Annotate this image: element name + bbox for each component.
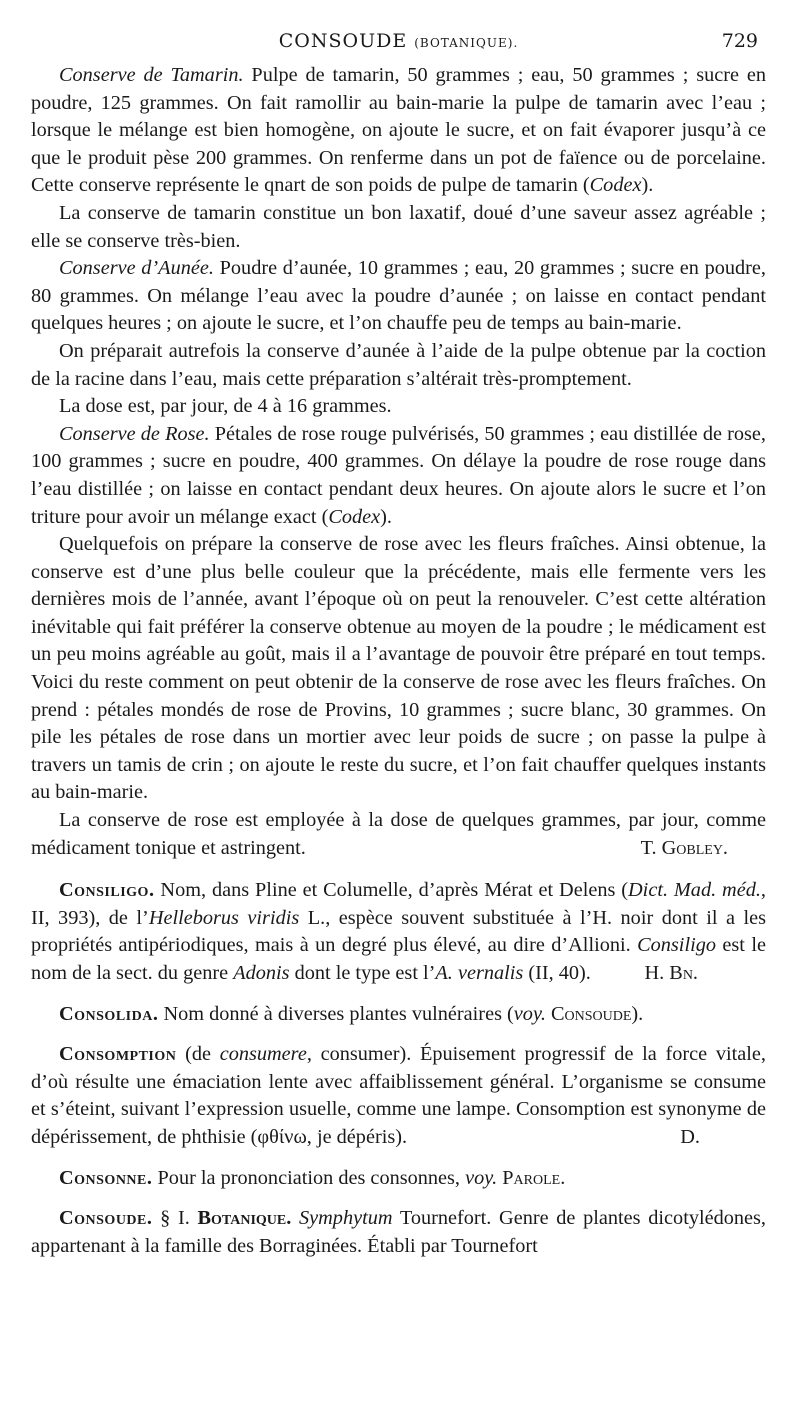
species-adonis-vernalis: A. vernalis [435,962,524,984]
term-conserve-rose: Conserve de Rose. [59,422,210,445]
cross-ref-parole: Parole [502,1166,561,1189]
entry-consiligo [31,877,766,987]
ref-dict: Dict. Mad. méd. [628,879,761,902]
species-helleborus: Helleborus viridis [148,906,300,929]
paragraph-text: Pulpe de tamarin, 50 grammes ; eau, 50 grammes ; sucre en poudre, 125 grammes. On fait ramollir au bain-marie la pulpe de tamarin avec l’eau ; lorsque le mélange est bien homogène, on ajoute le sucre, et on fait évaporer jusqu’à ce que le produit pèse 200 grammes. On renferme dans un pot de faïence ou de porcelaine. Cette conserve représente le qnart de son poids de pulpe de tamarin ( [31,64,766,197]
headword-consiligo: Consiligo. [59,879,155,902]
paragraph-text: Pétales de rose rouge pulvérisés, 50 grammes ; eau distillée de rose, 100 grammes ; sucre en poudre, 400 grammes. On délaye la poudre de rose rouge dans l’eau distillée ; on laisse en contact pendant deux heures. On ajoute alors le sucre et l’on triture pour avoir un mélange exact ( [31,422,766,528]
voy-abbrev: voy. [465,1166,498,1189]
entry-text: Nom donné à diverses plantes vulnéraires ( [158,1002,514,1025]
paragraph-text: Poudre d’aunée, 10 grammes ; eau, 20 grammes ; sucre en poudre, 80 grammes. On mélange l’eau avec la poudre d’aunée ; on laisse en contact pendant quelques heures ; on ajoute le sucre, et l’on chauffe peu de temps au bain-marie. [31,257,766,335]
running-header [31,26,766,62]
codex-ref: Codex [328,505,381,528]
entry-consoude [31,1205,766,1260]
entry-text: . [560,1166,566,1189]
entry-text: , II, 393), de l’ [31,879,766,929]
page-body [31,62,766,1260]
paragraph-end: ). [380,505,392,528]
headword-consolida: Consolida. [59,1002,159,1025]
entry-text: est le nom de la sect. du genre [31,934,766,984]
paragraph-rose-dose [31,807,766,862]
entry-text: Nom, dans Pline et Columelle, d’après Mérat et Delens ( [154,879,629,902]
entry-text: Tournefort. Genre de plantes dicotylédones, appartenant à la famille des Borraginées. Établi par Tournefort [31,1207,766,1257]
author-signature: D. [680,1125,700,1148]
genus-symphytum: Symphytum [299,1207,393,1230]
page-number: 729 [721,30,758,52]
genus-word-consiligo: Consiligo [637,934,716,957]
paragraph-rose-fresh: Quelquefois on prépare la conserve de rose avec les fleurs fraîches. Ainsi obtenue, la conserve est d’une plus belle couleur que la précédente, mais elle fermente vers les dernières mois de l’année, avant l’époque où on peut la renouveler. C’est cette altération inévitable qui fait préférer la conserve obtenue au moyen de la poudre ; le médicament est un peu moins agréable au goût, mais il a l’avantage de pouvoir être préparé en tout temps. Voici du reste comment on peut obtenir de la conserve de rose avec les fleurs fraîches. On prend : pétales mondés de rose de Provins, 10 grammes ; sucre blanc, 30 grammes. On pile les pétales de rose dans un mortier avec leur poids de sucre ; on passe la pulpe à travers un tamis de crin ; on ajoute le reste du sucre, et l’on fait chauffer quelques instants au bain-marie. [31,533,766,804]
codex-ref: Codex [589,174,642,197]
running-title-main: CONSOUDE [278,30,408,52]
page [31,26,766,1260]
paragraph-aunee-history: On préparait autrefois la conserve d’aunée à l’aide de la pulpe obtenue par la coction de la racine dans l’eau, mais cette préparation s’altérait très-promptement. [31,339,766,390]
headword-consonne: Consonne. [59,1166,153,1189]
latin-consumere: consumere [219,1043,307,1066]
paragraph-conserve-rose [31,421,766,531]
paragraph-conserve-aunee [31,255,766,338]
section-botanique: Botanique. [197,1207,292,1230]
paragraph-conserve-tamarin [31,62,766,200]
running-title [31,30,766,52]
entry-text: dont le type est l’ [289,962,436,984]
entry-text: § I. [152,1207,198,1230]
genus-adonis: Adonis [233,962,290,984]
author-signature: H. Bn. [644,962,698,984]
paragraph-tamarin-usage: La conserve de tamarin constitue un bon laxatif, doué d’une saveur assez agréable ; elle se conserve très-bien. [31,201,766,252]
author-signature: T. Gobley. [640,836,728,859]
entry-consomption [31,1041,766,1151]
paragraph-aunee-dose: La dose est, par jour, de 4 à 16 grammes. [59,395,392,418]
paragraph-end: ). [641,174,654,197]
cross-ref-consoude: Consoude [550,1002,632,1025]
running-title-subtitle: (BOTANIQUE). [414,36,519,50]
entry-text: (II, 40). [523,962,591,984]
paragraph-text: La conserve de rose est employée à la dose de quelques grammes, par jour, comme médicament tonique et astringent. [31,809,766,859]
entry-consonne [31,1165,766,1193]
entry-text: L., espèce souvent substituée à l’H. noir dont il a les propriétés antipériodiques, mais à un degré plus élevé, au dire d’Allioni. [31,906,766,957]
entry-text: (de [176,1043,220,1066]
headword-consomption: Consomption [59,1043,177,1066]
term-conserve-aunee: Conserve d’Aunée. [59,257,214,280]
entry-text: Pour la prononciation des consonnes, [152,1166,466,1189]
headword-consoude: Consoude. [59,1207,153,1230]
entry-text [291,1207,299,1229]
entry-consolida [31,1001,766,1029]
voy-abbrev: voy. [513,1002,546,1025]
entry-text: ). [631,1002,644,1025]
entry-text: , consumer). Épuisement progressif de la force vitale, d’où résulte une émaciation lente avec affaiblissement général. L’organisme se consume et s’éteint, suivant l’expression usuelle, comme une lampe. Consomption est synonyme de dépérissement, de phthisie (φθίνω, je dépéris). [31,1043,767,1148]
term-conserve-tamarin: Conserve de Tamarin. [59,64,244,86]
